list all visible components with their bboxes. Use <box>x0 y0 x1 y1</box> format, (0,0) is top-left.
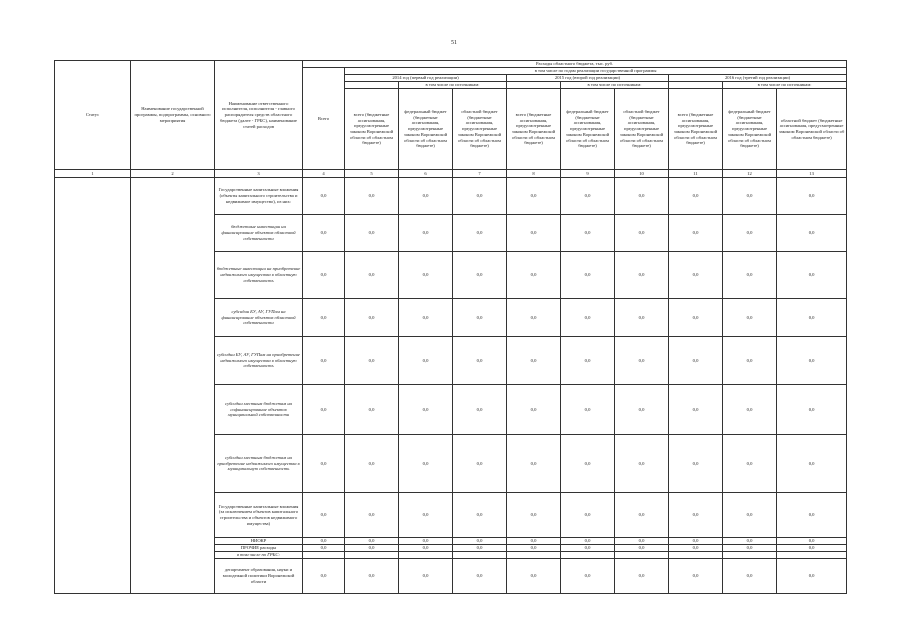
value-cell: 0,0 <box>453 178 507 215</box>
value-cell <box>669 552 723 559</box>
value-cell: 0,0 <box>669 215 723 252</box>
header-program-name: Наименование государственной программы, подпрограммы, основного мероприятия <box>131 61 215 170</box>
page-number: 51 <box>451 40 457 46</box>
header-total-assignments-2015: всего (бюджетные ассигнования, предусмотренные законом Воронежской области об областном бюджете) <box>507 89 561 170</box>
value-cell: 0,0 <box>399 538 453 545</box>
value-cell: 0,0 <box>723 493 777 538</box>
value-cell: 0,0 <box>615 337 669 385</box>
value-cell: 0,0 <box>723 545 777 552</box>
header-year-2016: 2016 год (третий год реализации) <box>669 75 847 82</box>
header-regional-2014: областной бюджет (бюджетные ассигнования, предусмотренные законом Воронежской области об областном бюджете) <box>453 89 507 170</box>
header-federal-2015: федеральный бюджет (бюджетные ассигнования, предусмотренные законом Воронежской области об областном бюджете) <box>561 89 615 170</box>
value-cell <box>561 552 615 559</box>
value-cell: 0,0 <box>615 299 669 337</box>
value-cell: 0,0 <box>561 559 615 594</box>
value-cell: 0,0 <box>507 559 561 594</box>
value-cell: 0,0 <box>399 337 453 385</box>
row-label: НИОКР <box>215 538 303 545</box>
value-cell: 0,0 <box>723 337 777 385</box>
value-cell: 0,0 <box>777 493 847 538</box>
column-number: 4 <box>303 170 345 178</box>
value-cell <box>453 552 507 559</box>
value-cell: 0,0 <box>669 493 723 538</box>
value-cell: 0,0 <box>723 559 777 594</box>
value-cell: 0,0 <box>615 178 669 215</box>
value-cell: 0,0 <box>303 337 345 385</box>
value-cell: 0,0 <box>507 493 561 538</box>
value-cell: 0,0 <box>507 385 561 435</box>
value-cell: 0,0 <box>303 538 345 545</box>
value-cell: 0,0 <box>345 215 399 252</box>
value-cell: 0,0 <box>615 493 669 538</box>
column-number: 1 <box>55 170 131 178</box>
value-cell: 0,0 <box>303 215 345 252</box>
value-cell: 0,0 <box>345 545 399 552</box>
value-cell: 0,0 <box>669 337 723 385</box>
value-cell: 0,0 <box>303 493 345 538</box>
value-cell: 0,0 <box>399 545 453 552</box>
row-label: ПРОЧИЕ расходы <box>215 545 303 552</box>
value-cell: 0,0 <box>345 538 399 545</box>
row-label: бюджетные инвестиции на финансирование объектов областной собственности <box>215 215 303 252</box>
column-number: 8 <box>507 170 561 178</box>
value-cell <box>777 552 847 559</box>
value-cell: 0,0 <box>615 385 669 435</box>
row-label: бюджетные инвестиции на приобретение недвижимого имущества в областную собственность <box>215 252 303 299</box>
budget-table <box>54 60 847 594</box>
value-cell: 0,0 <box>345 385 399 435</box>
value-cell: 0,0 <box>561 538 615 545</box>
header-total: Всего <box>303 68 345 170</box>
value-cell: 0,0 <box>723 252 777 299</box>
value-cell: 0,0 <box>453 545 507 552</box>
column-number: 2 <box>131 170 215 178</box>
value-cell: 0,0 <box>561 337 615 385</box>
header-year-2015: 2015 год (второй год реализации) <box>507 75 669 82</box>
column-number: 5 <box>345 170 399 178</box>
value-cell: 0,0 <box>345 559 399 594</box>
value-cell: 0,0 <box>561 385 615 435</box>
value-cell: 0,0 <box>303 252 345 299</box>
value-cell: 0,0 <box>399 559 453 594</box>
value-cell: 0,0 <box>561 215 615 252</box>
value-cell <box>615 552 669 559</box>
value-cell: 0,0 <box>561 493 615 538</box>
header-year-2014: 2014 год (первый год реализации) <box>345 75 507 82</box>
value-cell: 0,0 <box>303 178 345 215</box>
value-cell: 0,0 <box>777 435 847 493</box>
value-cell: 0,0 <box>723 215 777 252</box>
value-cell: 0,0 <box>399 252 453 299</box>
value-cell: 0,0 <box>453 337 507 385</box>
header-status: Статус <box>55 61 131 170</box>
value-cell: 0,0 <box>615 538 669 545</box>
column-number: 9 <box>561 170 615 178</box>
header-federal-2016: федеральный бюджет (бюджетные ассигнования, предусмотренные законом Воронежской области об областном бюджете) <box>723 89 777 170</box>
value-cell: 0,0 <box>669 435 723 493</box>
value-cell: 0,0 <box>507 337 561 385</box>
value-cell: 0,0 <box>453 385 507 435</box>
value-cell: 0,0 <box>399 385 453 435</box>
column-number: 3 <box>215 170 303 178</box>
column-number: 12 <box>723 170 777 178</box>
value-cell: 0,0 <box>507 545 561 552</box>
value-cell: 0,0 <box>345 299 399 337</box>
value-cell: 0,0 <box>507 252 561 299</box>
value-cell: 0,0 <box>669 178 723 215</box>
value-cell: 0,0 <box>345 493 399 538</box>
value-cell: 0,0 <box>399 299 453 337</box>
value-cell: 0,0 <box>777 215 847 252</box>
value-cell: 0,0 <box>777 178 847 215</box>
header-sources-2015: в том числе по источникам: <box>561 82 669 89</box>
value-cell: 0,0 <box>723 299 777 337</box>
row-label: субсидии местным бюджетам на приобретение недвижимого имущества в муниципальную собственность <box>215 435 303 493</box>
value-cell: 0,0 <box>777 559 847 594</box>
header-sources-2016: в том числе по источникам: <box>723 82 847 89</box>
value-cell: 0,0 <box>669 538 723 545</box>
header-responsible: Наименование ответственного исполнителя, исполнителя - главного распорядителя средств областного бюджета (далее - ГРБС), наименование статей расходов <box>215 61 303 170</box>
value-cell: 0,0 <box>561 545 615 552</box>
value-cell: 0,0 <box>303 545 345 552</box>
value-cell: 0,0 <box>507 178 561 215</box>
value-cell: 0,0 <box>399 178 453 215</box>
value-cell: 0,0 <box>723 385 777 435</box>
value-cell: 0,0 <box>453 493 507 538</box>
header-total-assignments-2014: всего (бюджетные ассигнования, предусмотренные законом Воронежской области об областном бюджете) <box>345 89 399 170</box>
value-cell: 0,0 <box>777 299 847 337</box>
header-regional-2015: областной бюджет (бюджетные ассигнования, предусмотренные законом Воронежской области об областном бюджете) <box>615 89 669 170</box>
value-cell <box>345 552 399 559</box>
value-cell: 0,0 <box>399 493 453 538</box>
value-cell: 0,0 <box>453 299 507 337</box>
row-label: Государственные капитальные вложения (объекты капитального строительства и недвижимое имущество), из них: <box>215 178 303 215</box>
header-regional-2016: областной бюджет (бюджетные ассигнования, предусмотренные законом Воронежской области об областном бюджете) <box>777 89 847 170</box>
value-cell: 0,0 <box>507 299 561 337</box>
value-cell <box>399 552 453 559</box>
value-cell: 0,0 <box>669 559 723 594</box>
table-row <box>55 178 847 215</box>
column-number-row <box>55 170 847 178</box>
value-cell: 0,0 <box>561 252 615 299</box>
value-cell: 0,0 <box>453 435 507 493</box>
row-label: субсидии местным бюджетам на софинансирование объектов муниципальной собственности <box>215 385 303 435</box>
column-number: 13 <box>777 170 847 178</box>
value-cell: 0,0 <box>669 385 723 435</box>
row-label: субсидии БУ, АУ, ГУПам на финансирование объектов областной собственности <box>215 299 303 337</box>
value-cell: 0,0 <box>561 299 615 337</box>
value-cell: 0,0 <box>303 435 345 493</box>
row-label: субсидии БУ, АУ, ГУПам на приобретение недвижимого имущества в областную собственность <box>215 337 303 385</box>
column-number: 7 <box>453 170 507 178</box>
value-cell: 0,0 <box>507 435 561 493</box>
row-label: в том числе по ГРБС: <box>215 552 303 559</box>
value-cell: 0,0 <box>615 545 669 552</box>
column-number: 6 <box>399 170 453 178</box>
value-cell: 0,0 <box>615 435 669 493</box>
value-cell: 0,0 <box>777 538 847 545</box>
value-cell: 0,0 <box>345 435 399 493</box>
value-cell: 0,0 <box>669 299 723 337</box>
value-cell: 0,0 <box>777 385 847 435</box>
value-cell: 0,0 <box>345 178 399 215</box>
value-cell: 0,0 <box>399 435 453 493</box>
header-budget-title: Расходы областного бюджета, тыс. руб. <box>303 61 847 68</box>
value-cell: 0,0 <box>561 435 615 493</box>
value-cell: 0,0 <box>453 538 507 545</box>
value-cell: 0,0 <box>453 215 507 252</box>
value-cell: 0,0 <box>777 545 847 552</box>
row-label: Государственные капитальные вложения (за исключением объектов капитального строительства и объектов недвижимого имущества) <box>215 493 303 538</box>
value-cell <box>723 552 777 559</box>
value-cell <box>303 552 345 559</box>
value-cell: 0,0 <box>507 538 561 545</box>
value-cell <box>507 552 561 559</box>
value-cell: 0,0 <box>561 178 615 215</box>
column-number: 11 <box>669 170 723 178</box>
value-cell: 0,0 <box>723 435 777 493</box>
header-total-assignments-2016: всего (бюджетные ассигнования, предусмотренные законом Воронежской области об областном бюджете) <box>669 89 723 170</box>
value-cell: 0,0 <box>507 215 561 252</box>
status-cell <box>55 178 131 594</box>
header-in-years: в том числе по годам реализации государственной программы <box>345 68 847 75</box>
value-cell: 0,0 <box>669 545 723 552</box>
value-cell: 0,0 <box>723 178 777 215</box>
value-cell: 0,0 <box>615 252 669 299</box>
value-cell: 0,0 <box>453 252 507 299</box>
value-cell: 0,0 <box>399 215 453 252</box>
value-cell: 0,0 <box>723 538 777 545</box>
value-cell: 0,0 <box>777 337 847 385</box>
value-cell: 0,0 <box>777 252 847 299</box>
value-cell: 0,0 <box>615 215 669 252</box>
header-federal-2014: федеральный бюджет (бюджетные ассигнования, предусмотренные законом Воронежской области об областном бюджете) <box>399 89 453 170</box>
header-sources-2014: в том числе по источникам: <box>399 82 507 89</box>
value-cell: 0,0 <box>453 559 507 594</box>
column-number: 10 <box>615 170 669 178</box>
value-cell: 0,0 <box>303 385 345 435</box>
value-cell: 0,0 <box>303 559 345 594</box>
value-cell: 0,0 <box>345 337 399 385</box>
value-cell: 0,0 <box>669 252 723 299</box>
value-cell: 0,0 <box>345 252 399 299</box>
program-name-cell <box>131 178 215 594</box>
row-label: департамент образования, науки и молодежной политики Воронежской области <box>215 559 303 594</box>
value-cell: 0,0 <box>615 559 669 594</box>
value-cell: 0,0 <box>303 299 345 337</box>
